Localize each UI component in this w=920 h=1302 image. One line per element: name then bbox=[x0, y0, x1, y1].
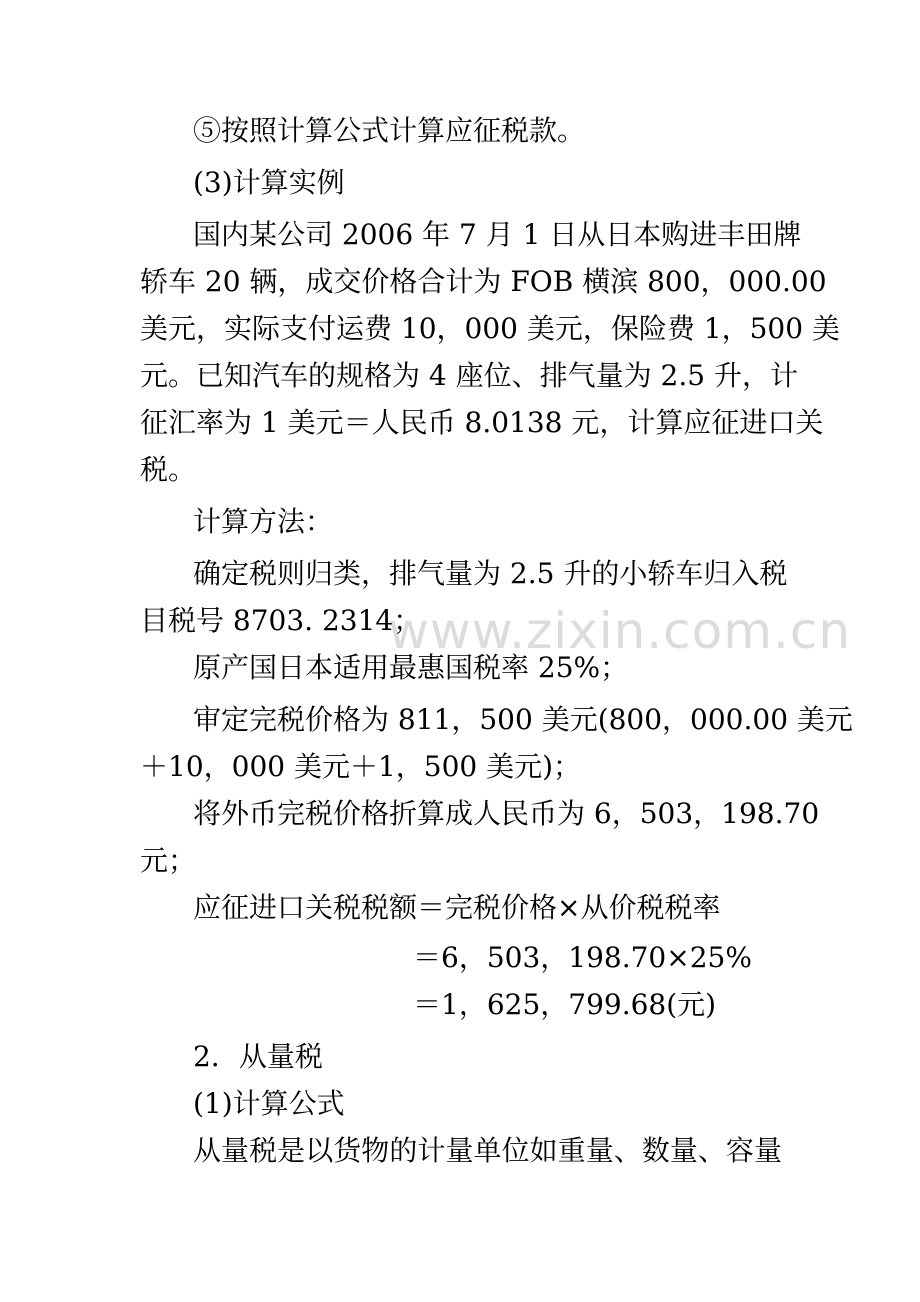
customs-value-line-2: ＋10，000 美元＋1，500 美元)； bbox=[140, 750, 582, 783]
example-paragraph-line-2: 轿车 20 辆，成交价格合计为 FOB 横滨 800，000.00 bbox=[140, 265, 827, 298]
method-heading: 计算方法： bbox=[193, 505, 334, 538]
subsection-1-heading: (1)计算公式 bbox=[193, 1087, 345, 1120]
example-paragraph-line-3: 美元，实际支付运费 10，000 美元，保险费 1，500 美 bbox=[140, 312, 840, 345]
watermark: www.zixin.com.cn bbox=[388, 602, 852, 660]
duty-calc-result: ＝1，625，799.68(元) bbox=[413, 988, 717, 1021]
classification-line-2: 目税号 8703. 2314； bbox=[140, 604, 422, 637]
conversion-line-1: 将外币完税价格折算成人民币为 6，503，198.70 bbox=[193, 797, 820, 830]
duty-calc-step-1: ＝6，503，198.70×25% bbox=[413, 941, 752, 974]
classification-line-1: 确定税则归类，排气量为 2.5 升的小轿车归入税 bbox=[193, 557, 788, 590]
specific-duty-paragraph-line-1: 从量税是以货物的计量单位如重量、数量、容量 bbox=[193, 1134, 782, 1167]
example-paragraph-line-5: 征汇率为 1 美元＝人民币 8.0138 元，计算应征进口关 bbox=[140, 406, 824, 439]
example-paragraph-line-1: 国内某公司 2006 年 7 月 1 日从日本购进丰田牌 bbox=[193, 218, 802, 251]
step-5-line: ⑤按照计算公式计算应征税款。 bbox=[193, 114, 586, 147]
tariff-rate-line: 原产国日本适用最惠国税率 25%； bbox=[193, 651, 629, 684]
section-2-heading: 2．从量税 bbox=[193, 1040, 323, 1073]
conversion-line-2: 元； bbox=[140, 844, 197, 877]
example-paragraph-line-4: 元。已知汽车的规格为 4 座位、排气量为 2.5 升，计 bbox=[140, 359, 798, 392]
duty-formula-line: 应征进口关税税额＝完税价格×从价税税率 bbox=[193, 891, 721, 924]
section-3-heading: (3)计算实例 bbox=[193, 166, 345, 199]
customs-value-line-1: 审定完税价格为 811，500 美元(800，000.00 美元 bbox=[193, 703, 853, 736]
example-paragraph-line-6: 税。 bbox=[140, 453, 197, 486]
